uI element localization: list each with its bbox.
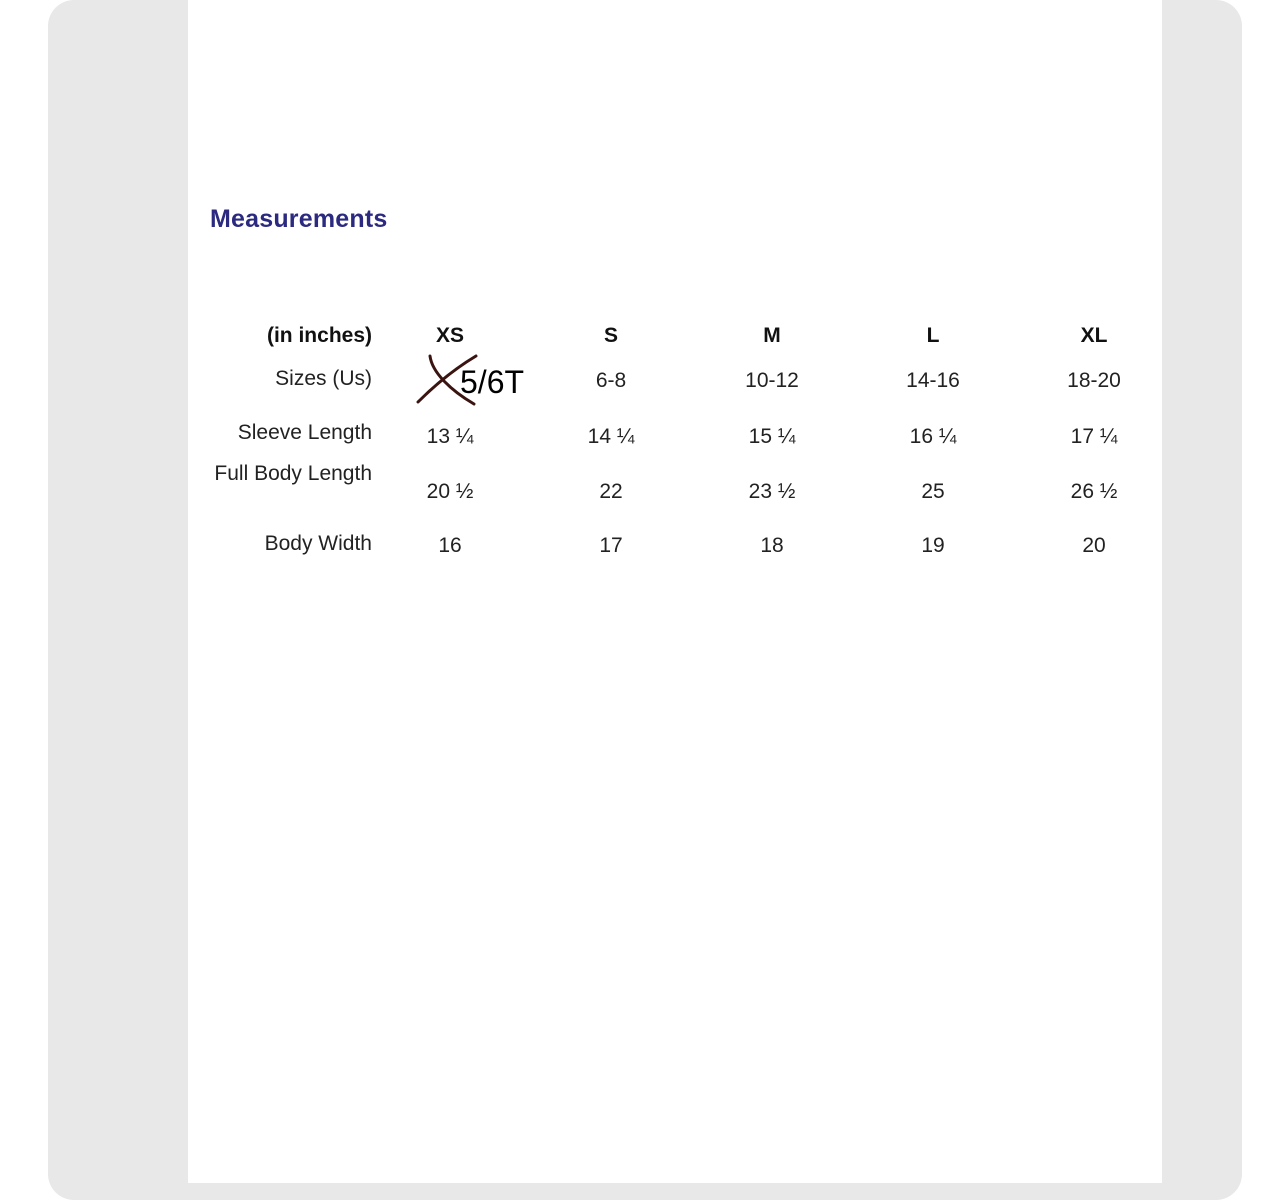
cell-body-length-xs: 20 ½ (426, 480, 474, 503)
column-header-xl: XL (1080, 324, 1108, 347)
cell-sizes-s: 6-8 (595, 369, 627, 392)
cell-body-width-l: 19 (921, 534, 945, 557)
cell-sleeve-m: 15 ¼ (748, 425, 796, 448)
column-header-m: M (763, 324, 781, 347)
cell-body-width-s: 17 (599, 534, 623, 557)
strike-through-mark (416, 354, 480, 406)
row-label-full-body-length: Full Body Length (214, 462, 372, 485)
cell-body-length-m: 23 ½ (748, 480, 796, 503)
row-label-sizes: Sizes (Us) (275, 367, 372, 390)
cell-sleeve-xl: 17 ¼ (1070, 425, 1118, 448)
cell-body-length-s: 22 (599, 480, 623, 503)
page-title: Measurements (210, 205, 388, 233)
document-viewer (48, 0, 1242, 1200)
column-header-s: S (603, 324, 619, 347)
cell-sleeve-xs: 13 ¼ (426, 425, 474, 448)
column-header-xs: XS (435, 324, 465, 347)
cell-sizes-l: 14-16 (906, 369, 960, 392)
cell-body-width-m: 18 (760, 534, 784, 557)
row-label-body-width: Body Width (264, 532, 372, 555)
row-label-sleeve-length: Sleeve Length (237, 421, 372, 444)
cell-body-length-l: 25 (921, 480, 945, 503)
cell-sleeve-l: 16 ¼ (909, 425, 957, 448)
cell-sleeve-s: 14 ¼ (587, 425, 635, 448)
cell-body-length-xl: 26 ½ (1070, 480, 1118, 503)
document-page (188, 0, 1162, 1183)
cell-sizes-m: 10-12 (745, 369, 799, 392)
handwritten-size-value: 5/6T (460, 364, 525, 400)
cell-body-width-xs: 16 (438, 534, 462, 557)
cell-body-width-xl: 20 (1082, 534, 1106, 557)
cell-sizes-xl: 18-20 (1067, 369, 1121, 392)
units-label: (in inches) (266, 324, 372, 347)
column-header-l: L (926, 324, 940, 347)
